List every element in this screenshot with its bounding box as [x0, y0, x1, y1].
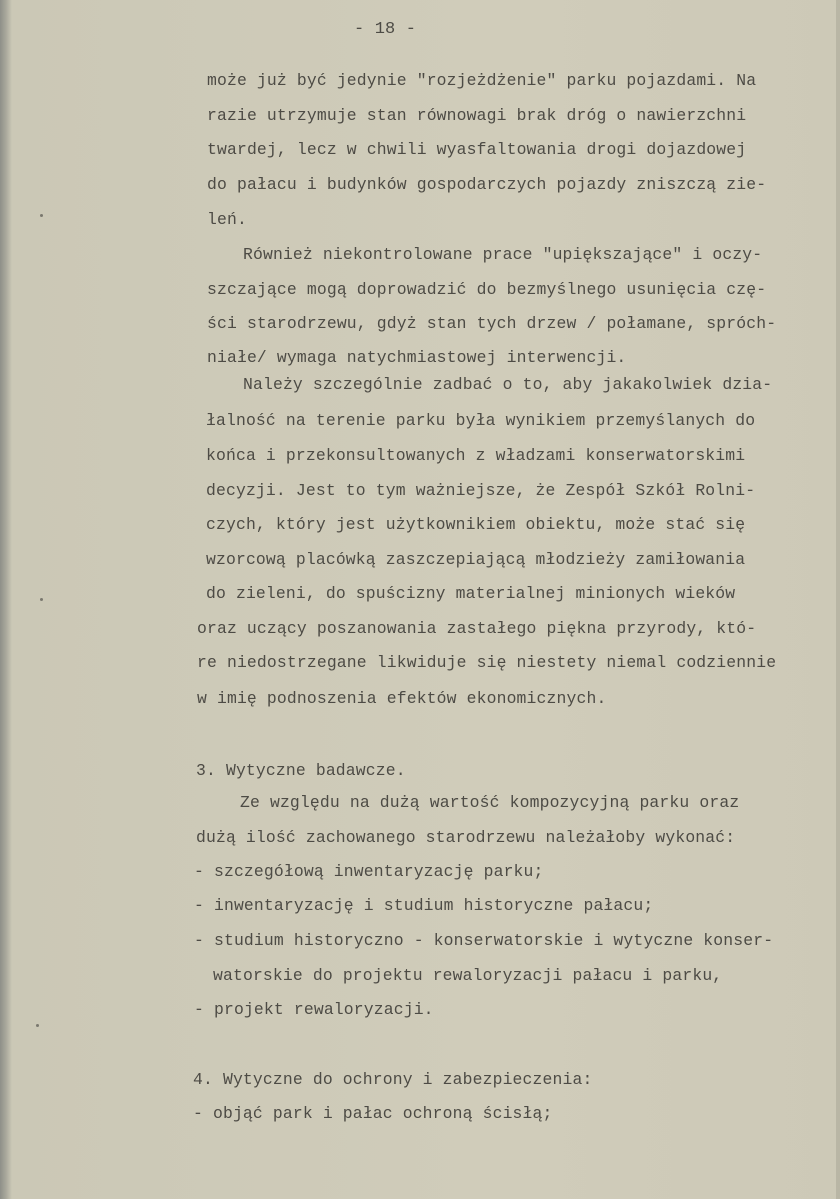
text-line: do zieleni, do spuścizny materialnej minionych wieków: [206, 584, 736, 603]
text-line: re niedostrzegane likwiduje się niestety niemal codziennie: [197, 653, 777, 672]
text-line: może już być jedynie "rozjeżdżenie" parku pojazdami. Na: [207, 71, 757, 90]
list-item-continuation: watorskie do projektu rewaloryzacji pałacu i parku,: [213, 966, 723, 985]
text-line: wzorcową placówką zaszczepiającą młodzieży zamiłowania: [206, 550, 746, 569]
text-line: Również niekontrolowane prace "upiększające" i oczy-: [243, 245, 763, 264]
text-line: czych, który jest użytkownikiem obiektu, może stać się: [206, 515, 746, 534]
text-line: dużą ilość zachowanego starodrzewu należałoby wykonać:: [196, 828, 736, 847]
list-item: - projekt rewaloryzacji.: [194, 1000, 434, 1019]
text-line: Ze względu na dużą wartość kompozycyjną parku oraz: [240, 793, 740, 812]
page-edge: [836, 0, 840, 1199]
text-line: decyzji. Jest to tym ważniejsze, że Zespół Szkół Rolni-: [206, 481, 756, 500]
list-item: - objąć park i pałac ochroną ścisłą;: [193, 1104, 553, 1123]
section-heading: 3. Wytyczne badawcze.: [196, 761, 406, 780]
text-line: twardej, lecz w chwili wyasfaltowania drogi dojazdowej: [207, 140, 747, 159]
text-line: końca i przekonsultowanych z władzami konserwatorskimi: [206, 446, 746, 465]
paper-speck: [40, 598, 43, 601]
list-item: - inwentaryzację i studium historyczne pałacu;: [194, 896, 654, 915]
text-line: ści starodrzewu, gdyż stan tych drzew / połamane, spróch-: [207, 314, 777, 333]
text-line: leń.: [207, 210, 247, 229]
text-line: razie utrzymuje stan równowagi brak dróg o nawierzchni: [207, 106, 747, 125]
text-line: niałe/ wymaga natychmiastowej interwencji.: [207, 348, 627, 367]
list-item: - studium historyczno - konserwatorskie i wytyczne konser-: [194, 931, 774, 950]
text-line: do pałacu i budynków gospodarczych pojazdy zniszczą zie-: [207, 175, 767, 194]
section-heading: 4. Wytyczne do ochrony i zabezpieczenia:: [193, 1070, 593, 1089]
text-line: w imię podnoszenia efektów ekonomicznych.: [197, 689, 607, 708]
paper-speck: [40, 214, 43, 217]
text-line: oraz uczący poszanowania zastałego piękna przyrody, któ-: [197, 619, 757, 638]
text-line: Należy szczególnie zadbać o to, aby jakakolwiek dzia-: [243, 375, 773, 394]
text-line: łalność na terenie parku była wynikiem przemyślanych do: [206, 411, 756, 430]
paper-speck: [36, 1024, 39, 1027]
text-line: szczające mogą doprowadzić do bezmyślnego usunięcia czę-: [207, 280, 767, 299]
list-item: - szczegółową inwentaryzację parku;: [194, 862, 544, 881]
page-number: - 18 -: [354, 20, 417, 39]
